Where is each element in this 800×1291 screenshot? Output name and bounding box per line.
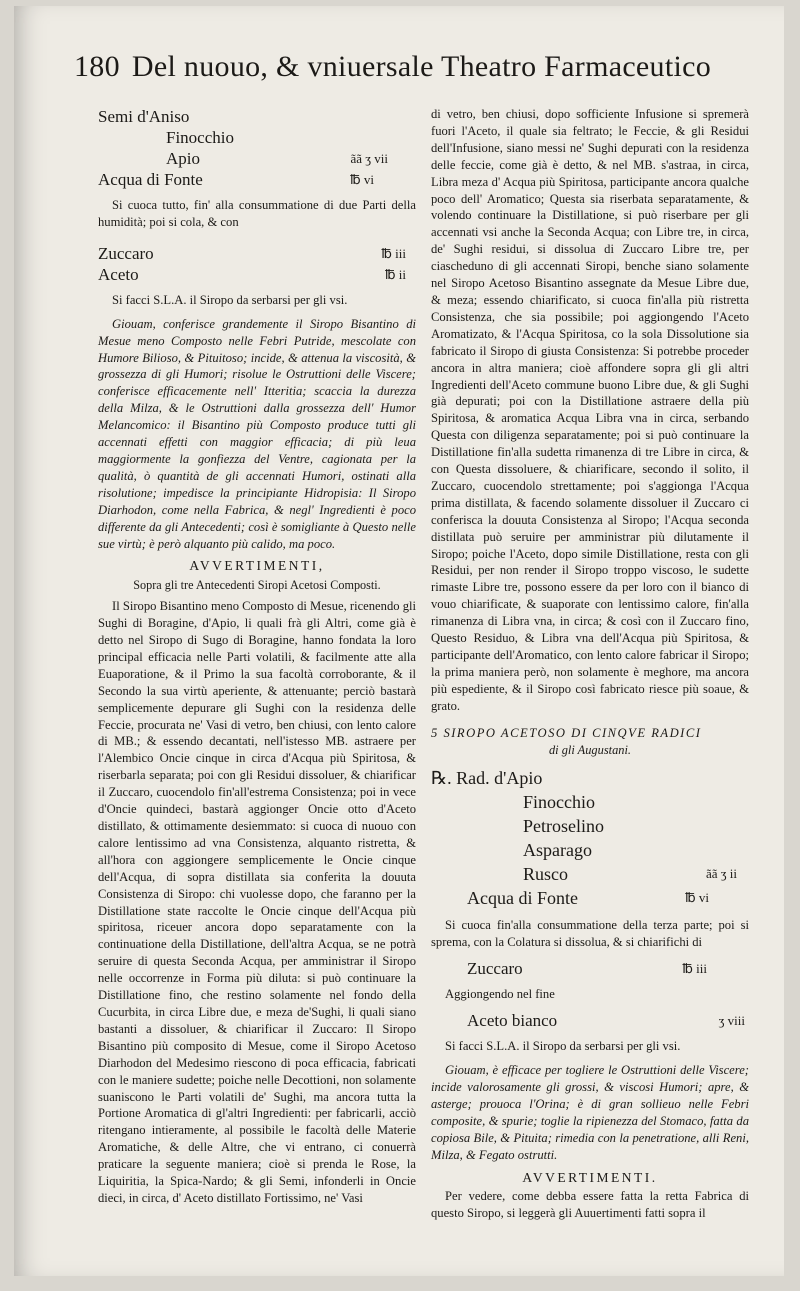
- recipe-line: Asparago: [523, 840, 592, 861]
- recipe-list-3: [431, 766, 749, 910]
- recipe-line: Aceto ℔ ii: [98, 264, 406, 284]
- recipe-line: ℞. Rad. d'Apio: [431, 768, 543, 789]
- recipe-line: Zuccaro ℔ iii: [98, 243, 406, 263]
- recipe-line: Finocchio: [523, 792, 595, 813]
- book-page: [14, 6, 784, 1276]
- recipe-line: Aceto bianco ʒ viii: [467, 1011, 745, 1031]
- recipe-list-2: [98, 243, 416, 285]
- recipe-line: Zuccaro ℔ iii: [467, 959, 707, 979]
- page-number: 180: [74, 50, 120, 83]
- right-column: [431, 106, 749, 1222]
- notes-paragraph: Per vedere, come debba essere fatta la retta Fabrica di questo Siropo, si leggerà gli Auuertimenti fatti sopra il: [431, 1189, 749, 1221]
- running-head: [74, 50, 764, 84]
- virtues-paragraph: Giouam, conferisce grandemente il Siropo Bisantino di Mesue meno Composto nelle Febri Putride, mescolate con Humore Bilioso, & Pituitoso; incide, & attenua la viscosità, & grossezza di gli Humori; risolue le Ostruttioni delle Viscere; conferisce efficacemente nell' Itteritia; scaccia la durezza della Milza, & le Ostruttioni dalla grossezza dell' Humor Melancomico: il Bisantino più Composto produce tutti gli accennati effetti con maggior efficacia; di più leua maggiormente la gonfiezza del Ventre, cagionata per la qualità, ò quantità de gli accennati Humori, ostinati alla risolutione; impedisce la principiante Hidropisia: Il Siropo Diarhodon, come nella Fabrica, & negl' Ingredienti è poco differente da gli Antecedenti; così è somigliante à Questo nelle sue virtù; è però alquanto più calido, ma poco.: [98, 316, 416, 551]
- recipe-list-4: [431, 958, 749, 979]
- left-column: [98, 106, 416, 1207]
- section-subheading: Sopra gli tre Antecedenti Siropi Acetosi Composti.: [133, 578, 381, 593]
- addition-line: Aggiongendo nel fine: [445, 987, 555, 1002]
- recipe-line: Semi d'Aniso: [98, 107, 190, 126]
- notes-paragraph: Il Siropo Bisantino meno Composto di Mesue, ricenendo gli Sughi di Boragine, d'Apio, li quali frà gli Altri, come già è detto nel Siropo di Sugo di Boragine, hanno fondata la loro principal efficacia nelle Parti volatili, & facilmente atte alla Euaporatione, & il Primo la sua facoltà corroborante, & il Secondo la sua virtù aperiente, & attenuante; perciò bastarà semplicemente depurare gli Sughi con la residenza delle Feccie, procurata ne' Vasi di vetro, ben chiusi, con lento calore di MB.; & essendo decantati, nell'istesso MB. astraere per l'Alembico Oncie cinque in circa d'Acqua più Spiritosa, & riserbarla separata; poi con gli Residui dissoluer, & chiarificar il Zuccaro, cuocendolo fin'all'estrema Consistenza; poi in vece d'Oncie quindeci, bastarà aggionger Oncie otto d'Aceto distillato, & ottimamente desiemmato: si cuoca di nuouo con calore lentissimo ad vna Consistenza, alquanto ristretta, & all'hora con aggiongere semplicemente le Oncie cinque dell'Acqua, di sopra distillata sia conferita la douuta Consistenza di Siropo: chi vuolesse dopo, che faranno per la Distillatione state raccolte le Oncie cinque dell'Acqua più spiritosa, riceuer ancora dopo separatamente con la continuatione della Distillatione, dell'altra Acqua, se ne potrà seruire di questa Seconda Acqua, per amministrar il Siropo nelle occorrenze in Forma più diluta: si può continuare la Distillatione fino, che restino solamente nel fondo della Cucurbita, in circa Libre due, e meza de'Sughi, li quali siano bastanti a dissoluer, & chiarificar il Zuccaro: Il Siropo Bisantino più composito di Mesue, come il Siropo Acetoso Diarhodon del Medesimo riescono di poca efficacia, fabricati con le maniere sudette; poiche nelle Decottioni, non solamente suaniscono le Parti volatili de' Sughi, ma ancora tutta la Portione Aromatica di gl'altri Ingredienti: per fabricarli, acciò ritengano intieramente, al possibile le facoltà delle Materie Aromatiche, & delle Altre, che vi entrano, ci conuerrà praticare la seguente maniera; cioè si prenda le Rose, la Liquiritia, la Spica-Nardo; & gli Semi, infonderli in Oncie dieci, in circa, d' Aceto distillato Fortissimo, ne' Vasi: [98, 599, 416, 1205]
- recipe-line: Petroselino: [523, 816, 604, 837]
- recipe-line: Finocchio: [166, 128, 234, 147]
- continued-paragraph: di vetro, ben chiusi, dopo sofficiente Infusione si spremerà fuori l'Aceto, il quale sia feltrato; le Feccie, & gli Residui dell'Infusione, siano messi ne' Sughi depurati con la residenza delle feccie, come già è detto, & nel MB. s'astraa, in circa, Libra meza d' Acqua più Spiritosa, participante ancora qualche poco dell' Aromatico; Questa sia riserbata separatamente, & volendo continuare la Distillatione, si può riserbare per gli accennati vsi anche la Seconda Acqua; con Libre tre, in circa, de' Sughi residui, si dissolua di Zuccaro Libre tre, per ciascheduno di gli accennati Siropi, benche siano solamente nel Siropo Acetoso Bisantino assegnate da Mesue Libre due, & meza; essendo chiarificato, si cuoca fin'alla più ristretta Consistenza, che sia possibile; poi aggiongendo l'Aceto Aromatizato, & l'Acqua Spiritosa, co la sola Dissolutione sia fabricato il Siropo di giusta Consistenza: Si potrebbe proceder ancora in altra maniera; cioè affondere sopra gli gli altri Ingredienti dell'Aceto commune buono Libre due, & gli Sughi già depurati; poi con la Distillatione astraere della più Spiritosa, & aromatica Acqua Libra vna in circa, serbando Questa con diligenza separatamente; poi si può continuare la Distillatione fin'alla sudetta rimanenza di tre Libre in circa, & con Questa dissoluere, & chiarificare, secondo il solito, il Zuccaro, cuocendolo strettamente; poi s'aggionga l'Acqua prima distillata, & facendo solamente dissoluer il Zuccaro ci conferisca la douuta Consistenza al Siropo; l'Acqua seconda distillata può seruire per amministrar più dilutamente il Siropo; poiche l'Aceto, dopo simile Distillatione, resta con gli Residui, per non render il Siropo troppo viscoso, le sudette rimaste Libre tre, possono essere da per loro con il bianco di vouo chiarificate, & suaporate con lentissimo calore, fin'alla rimanenza di Libra vna, in circa; & così con il Zuccaro fino, Questo Residuo, & Libra vna dell'Acqua più Spiritosa, & participante dell'Aromatico, con lento calore fabricar il Siropo; la prima maniera però, non solamente è meghore, ma ancora più espediente, & il Siropo così fabricato riesce più soaue, & grato.: [431, 107, 749, 713]
- section-heading: AVVERTIMENTI.: [522, 1169, 658, 1185]
- cooking-instruction: Si cuoca fin'alla consummatione della terza parte; poi si sprema, con la Colatura si dissolua, & si chiarifichi di: [431, 918, 749, 950]
- recipe-line: Apio ãã ʒ vii: [166, 149, 388, 168]
- page-title: Del nuouo, & vniuersale Theatro Farmaceutico: [131, 50, 712, 83]
- preparation-line: Si facci S.L.A. il Siropo da serbarsi per gli vsi.: [445, 1039, 681, 1054]
- recipe-line: Acqua di Fonte ℔ vi: [467, 888, 709, 909]
- recipe-title: 5 SIROPO ACETOSO DI CINQVE RADICI: [431, 725, 702, 740]
- section-heading: AVVERTIMENTI,: [189, 558, 325, 574]
- recipe-line: Rusco ãã ʒ ii: [523, 864, 737, 885]
- recipe-list-1: [98, 106, 416, 190]
- recipe-line: Acqua di Fonte ℔ vi: [98, 170, 374, 189]
- cooking-instruction: Si cuoca tutto, fin' alla consummatione di due Parti della humidità; poi si cola, & con: [98, 198, 416, 229]
- preparation-line: Si facci S.L.A. il Siropo da serbarsi per gli vsi.: [112, 292, 348, 307]
- recipe-list-5: [431, 1010, 749, 1031]
- virtues-paragraph: Giouam, è efficace per togliere le Ostruttioni delle Viscere; incide valorosamente gli grossi, & viscosi Humori; apre, & asterge; prouoca l'Orina; è di gran sollieuo nelle Febri composite, & spurie; toglie la ripienezza del Stomaco, fatta da copiosa Bile, & Pituita; rimedia con la penetratione, alli Reni, Milza, & Fegato ostrutti.: [431, 1063, 749, 1162]
- recipe-subtitle: di gli Augustani.: [548, 742, 632, 757]
